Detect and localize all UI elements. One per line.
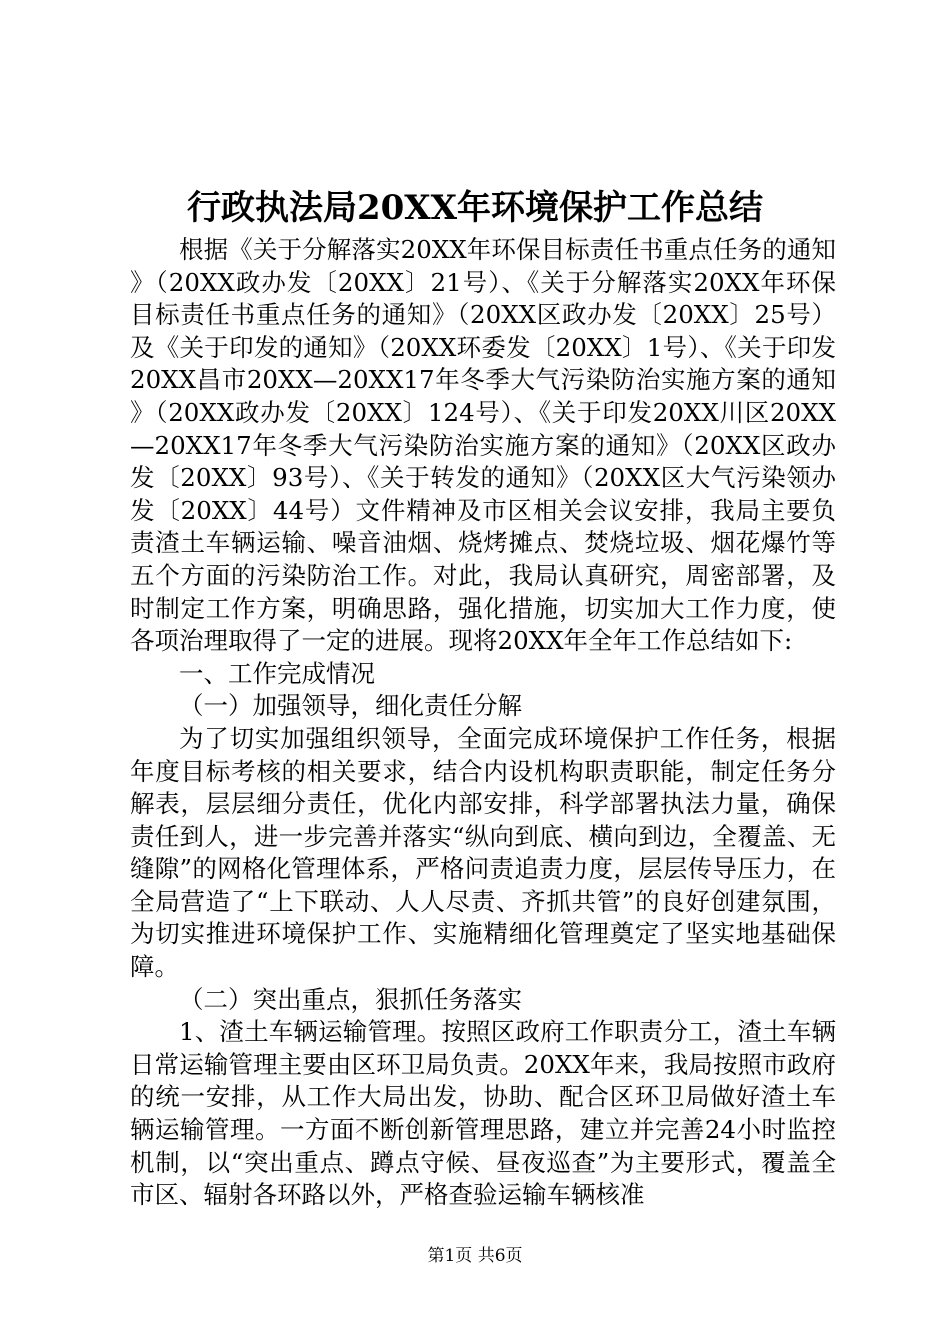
paragraph-leadership: 为了切实加强组织领导，全面完成环境保护工作任务，根据年度目标考核的相关要求，结合内设机构职责职能，制定任务分解表，层层细分责任，优化内部安排，科学部署执法力量，确保责任到人，进一步完善并落实“纵向到底、横向到边，全覆盖、无缝隙”的网格化管理体系，严格问责追责力度，层层传导压力，在全局营造了“上下联动、人人尽责、齐抓共管”的良好创建氛围，为切实推进环境保护工作、实施精细化管理奠定了坚实地基础保障。 <box>130 723 836 982</box>
section-heading: 一、工作完成情况 <box>179 658 375 688</box>
subsection-heading: （一）加强领导，细化责任分解 <box>179 691 522 721</box>
document-body <box>130 234 836 1212</box>
paragraph-transport: 1、渣土车辆运输管理。按照区政府工作职责分工，渣土车辆日常运输管理主要由区环卫局负责。20XX年来，我局按照市政府的统一安排，从工作大局出发，协助、配合区环卫局做好渣土车辆运输管理。一方面不断创新管理思路，建立并完善24小时监控机制，以“突出重点、蹲点守候、昼夜巡查”为主要形式，覆盖全市区、辐射各环路以外，严格查验运输车辆核准 <box>130 1017 836 1210</box>
subsection-heading: （二）突出重点，狠抓任务落实 <box>179 984 522 1014</box>
page-number-footer: 第1页 共6页 <box>427 1246 523 1266</box>
document-title: 行政执法局20XX年环境保护工作总结 <box>186 188 764 228</box>
paragraph-intro: 根据《关于分解落实20XX年环保目标责任书重点任务的通知》（20XX政办发〔20XX〕21号）、《关于分解落实20XX年环保目标责任书重点任务的通知》（20XX区政办发〔20XX〕25号）及《关于印发的通知》（20XX环委发〔20XX〕1号）、《关于印发20XX昌市20XX—20XX17年冬季大气污染防治实施方案的通知》（20XX政办发〔20XX〕124号）、《关于印发20XX川区20XX—20XX17年冬季大气污染防治实施方案的通知》（20XX区政办发〔20XX〕93号）、《关于转发的通知》（20XX区大气污染领办发〔20XX〕44号）文件精神及市区相关会议安排，我局主要负责渣土车辆运输、噪音油烟、烧烤摊点、焚烧垃圾、烟花爆竹等五个方面的污染防治工作。对此，我局认真研究，周密部署，及时制定工作方案，明确思路，强化措施，切实加大工作力度，使各项治理取得了一定的进展。现将20XX年全年工作总结如下: <box>130 235 836 656</box>
